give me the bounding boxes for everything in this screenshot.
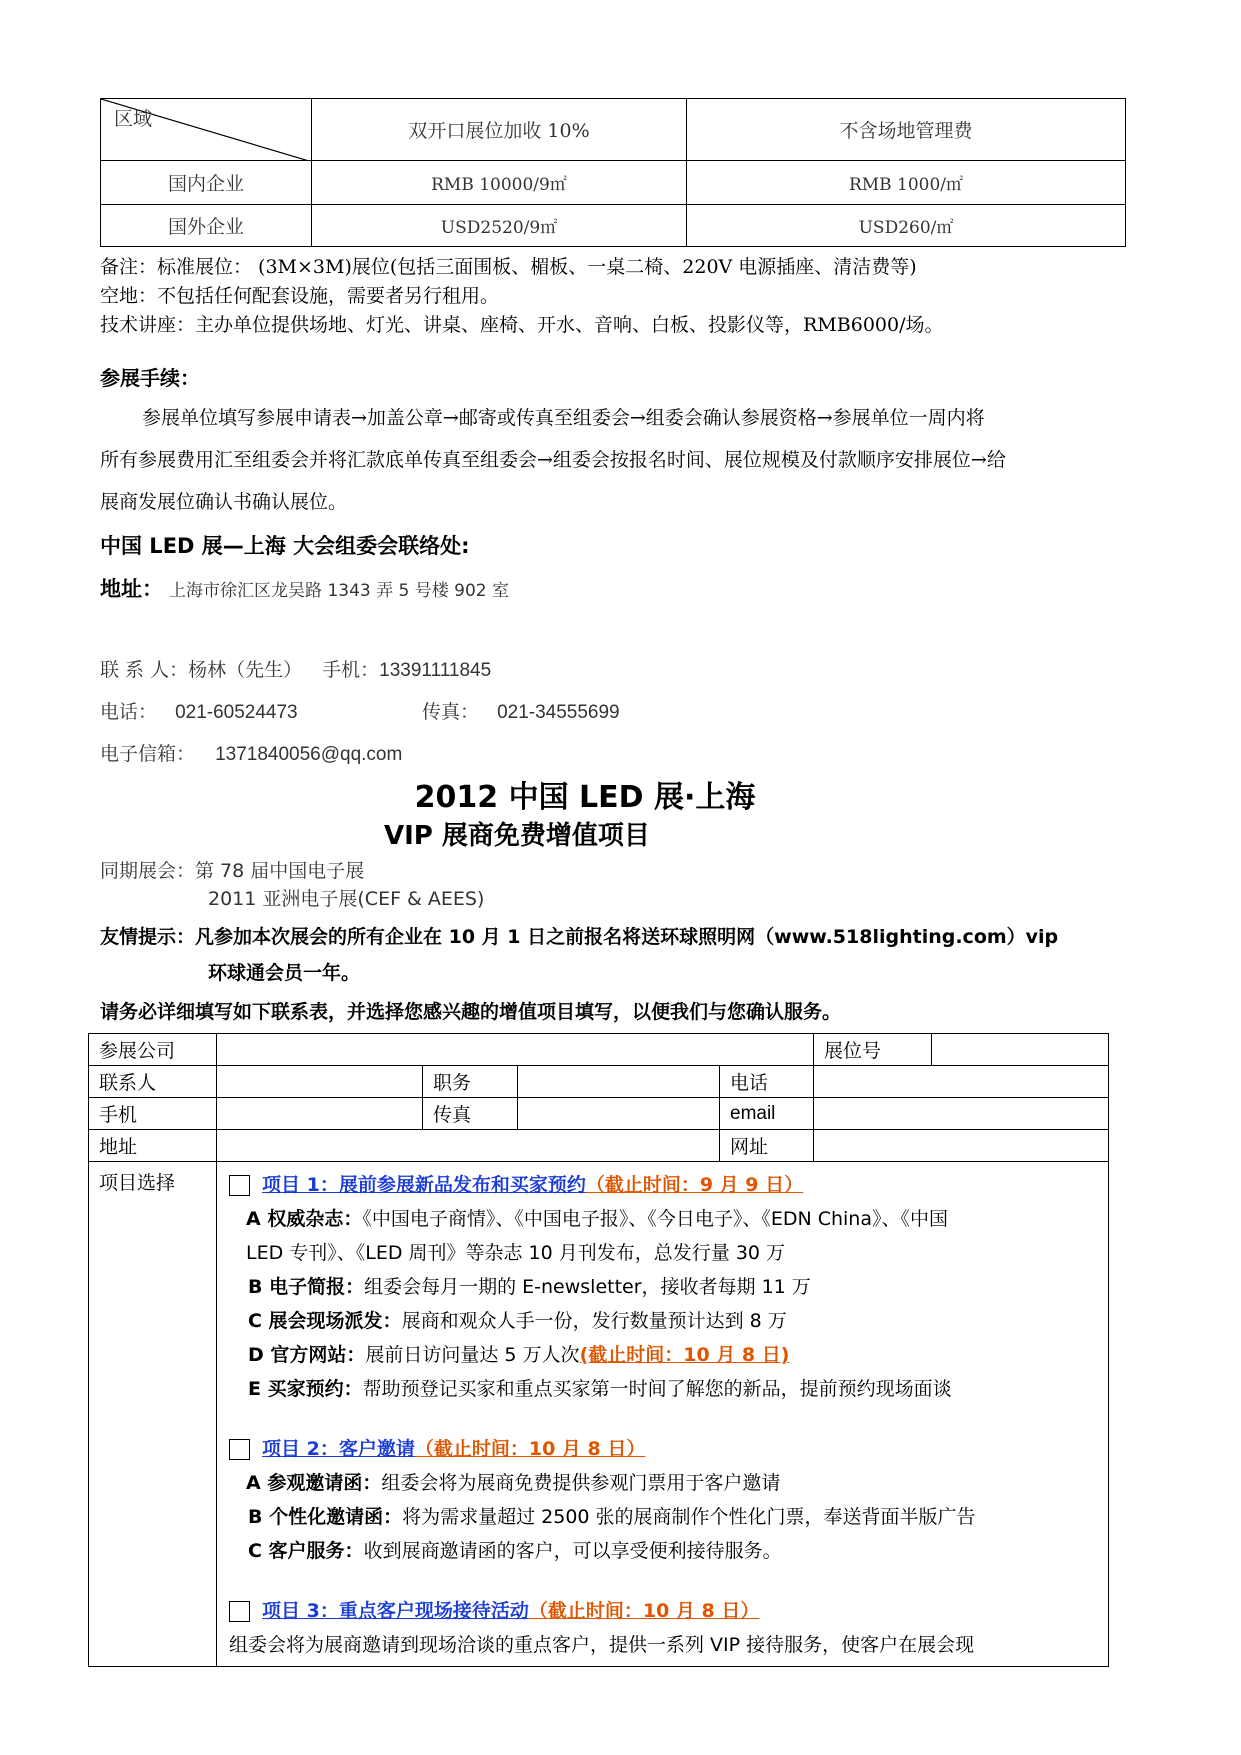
note-line: 技术讲座：主办单位提供场地、灯光、讲桌、座椅、开水、音响、白板、投影仪等，RMB6000/场。 [100,314,944,336]
item-text: 展商和观众人手一份，发行数量预计达到 8 万 [401,1310,787,1332]
address-value: 上海市徐汇区龙吴路 1343 弄 5 号楼 902 室 [169,581,509,601]
label-fax: 传真 [423,1098,518,1130]
item-key: A 参观邀请函： [246,1472,382,1494]
project-3-header [229,1594,1096,1628]
email-label: 电子信箱： [100,743,196,765]
corner-label: 区域 [114,108,153,130]
email-field[interactable] [814,1098,1109,1130]
item-text: 《中国电子商情》、《中国电子报》、《今日电子》、《EDN China》、《中国 [362,1208,948,1230]
price-cell: USD2520/9㎡ [312,205,687,247]
fax-row [422,697,620,724]
project-item [229,1500,1096,1534]
item-key: C 客户服务： [248,1540,364,1562]
company-field[interactable] [217,1034,814,1066]
project-item [229,1338,1096,1372]
label-mobile: 手机 [89,1098,217,1130]
project-3-deadline: （截止时间：10 月 8 日） [528,1600,760,1622]
note-line: 空地：不包括任何配套设施，需要者另行租用。 [100,285,500,307]
procedure-line: 参展单位填写参展申请表→加盖公章→邮寄或传真至组委会→组委会确认参展资格→参展单位一周内将 [142,407,985,429]
mobile-value: 13391111845 [379,660,492,681]
phone-label: 电话： [100,701,158,723]
project-item [229,1304,1096,1338]
price-header-standard: 双开口展位加收 10% [312,99,687,161]
address-field[interactable] [217,1130,720,1162]
label-phone: 电话 [720,1066,814,1098]
label-address: 地址 [89,1130,217,1162]
concurrent-label: 同期展会： [100,860,196,882]
email-row [100,739,402,766]
tip-row [100,922,1058,949]
concurrent-2: 2011 亚洲电子展(CEF & AEES) [208,888,485,910]
person-label: 联 系 人：杨林（先生） [100,659,303,681]
price-cell: USD260/㎡ [687,205,1126,247]
project-item [229,1534,1096,1568]
email-value: 1371840056@qq.com [215,744,403,765]
item-key: B 电子简报： [248,1276,365,1298]
price-header-space: 不含场地管理费 [687,99,1126,161]
label-company: 参展公司 [89,1034,217,1066]
project-item [229,1270,1096,1304]
item-text: 组委会将为展商邀请到现场洽谈的重点客户，提供一系列 VIP 接待服务，使客户在展会现 [229,1634,975,1656]
contact-field[interactable] [217,1066,423,1098]
project-3-title: 项目 3：重点客户现场接待活动 [262,1600,529,1622]
item-text: 帮助预登记买家和重点买家第一时间了解您的新品，提前预约现场面谈 [362,1378,952,1400]
procedure-line: 所有参展费用汇至组委会并将汇款底单传真至组委会→组委会按报名时间、展位规模及付款顺序安排展位→给 [100,449,1006,471]
form-instruction: 请务必详细填写如下联系表，并选择您感兴趣的增值项目填写，以便我们与您确认服务。 [100,1001,842,1023]
item-key: D 官方网站： [248,1344,366,1366]
item-text: 收到展商邀请函的客户，可以享受便利接待服务。 [363,1540,782,1562]
item-key: A 权威杂志： [246,1208,363,1230]
label-title: 职务 [423,1066,518,1098]
tip-label: 友情提示： [100,926,196,948]
person-row [100,655,491,682]
phone-value: 021-60524473 [175,702,298,723]
price-row-label: 国内企业 [101,161,312,205]
procedure-text [100,397,1140,523]
mobile-label: 手机： [322,659,380,681]
website-field[interactable] [814,1130,1109,1162]
project-1-header [229,1168,1096,1202]
booth-field[interactable] [932,1034,1109,1066]
price-table [100,98,1126,247]
price-cell: RMB 1000/㎡ [687,161,1126,205]
note-line: 备注：标准展位： (3M×3M)展位(包括三面围板、楣板、一桌二椅、220V 电源插座、清洁费等) [100,256,917,278]
label-contact: 联系人 [89,1066,217,1098]
tip-text: 凡参加本次展会的所有企业在 10 月 1 日之前报名将送环球照明网（www.518lighting.com）vip [195,926,1059,948]
item-text: LED 专刊》、《LED 周刊》等杂志 10 月刊发布，总发行量 30 万 [246,1242,786,1264]
project-options [217,1162,1109,1667]
fax-value: 021-34555699 [497,702,620,723]
price-table-corner [101,99,312,161]
item-key: B 个性化邀请函： [248,1506,403,1528]
project-2-checkbox[interactable] [229,1439,250,1460]
item-text: 将为需求量超过 2500 张的展商制作个性化门票，奉送背面半版广告 [402,1506,976,1528]
project-1-checkbox[interactable] [229,1175,250,1196]
contact-heading: 中国 LED 展—上海 大会组委会联络处: [100,534,470,558]
phone-field[interactable] [814,1066,1109,1098]
notes-block [100,253,943,340]
item-text: 组委会将为展商免费提供参观门票用于客户邀请 [381,1472,781,1494]
title-field[interactable] [518,1066,720,1098]
procedure-heading: 参展手续： [100,366,200,390]
project-item [229,1372,1096,1406]
fax-label: 传真： [422,701,480,723]
address-row [100,573,509,603]
item-key: E 买家预约： [248,1378,363,1400]
fax-field[interactable] [518,1098,720,1130]
item-deadline: (截止时间：10 月 8 日) [579,1344,790,1366]
label-booth: 展位号 [814,1034,932,1066]
tip-line-2: 环球通会员一年。 [208,962,361,984]
address-label: 地址： [100,577,163,601]
price-row-label: 国外企业 [101,205,312,247]
project-item [229,1466,1096,1500]
item-text: 组委会每月一期的 E-newsletter，接收者每期 11 万 [364,1276,811,1298]
label-website: 网址 [720,1130,814,1162]
label-email: email [720,1098,814,1130]
vip-subtitle: VIP 展商免费增值项目 [384,821,650,851]
price-cell: RMB 10000/9㎡ [312,161,687,205]
project-1-title: 项目 1：展前参展新品发布和买家预约 [262,1174,586,1196]
mobile-field[interactable] [217,1098,423,1130]
vip-title: 2012 中国 LED 展·上海 [414,780,756,815]
project-1-deadline: （截止时间：9 月 9 日） [585,1174,804,1196]
item-key: C 展会现场派发： [248,1310,402,1332]
concurrent-row [100,856,364,883]
project-3-checkbox[interactable] [229,1601,250,1622]
contact-form-table [88,1033,1109,1667]
concurrent-1: 第 78 届中国电子展 [195,860,365,882]
project-item [229,1202,1096,1236]
project-2-title: 项目 2：客户邀请 [262,1438,415,1460]
project-2-deadline: （截止时间：10 月 8 日） [414,1438,646,1460]
project-item [229,1236,1096,1270]
phone-row [100,697,298,724]
label-project-select: 项目选择 [89,1162,217,1667]
procedure-line: 展商发展位确认书确认展位。 [100,491,348,513]
item-text: 展前日访问量达 5 万人次 [365,1344,580,1366]
project-2-header [229,1432,1096,1466]
project-item [229,1628,1096,1662]
